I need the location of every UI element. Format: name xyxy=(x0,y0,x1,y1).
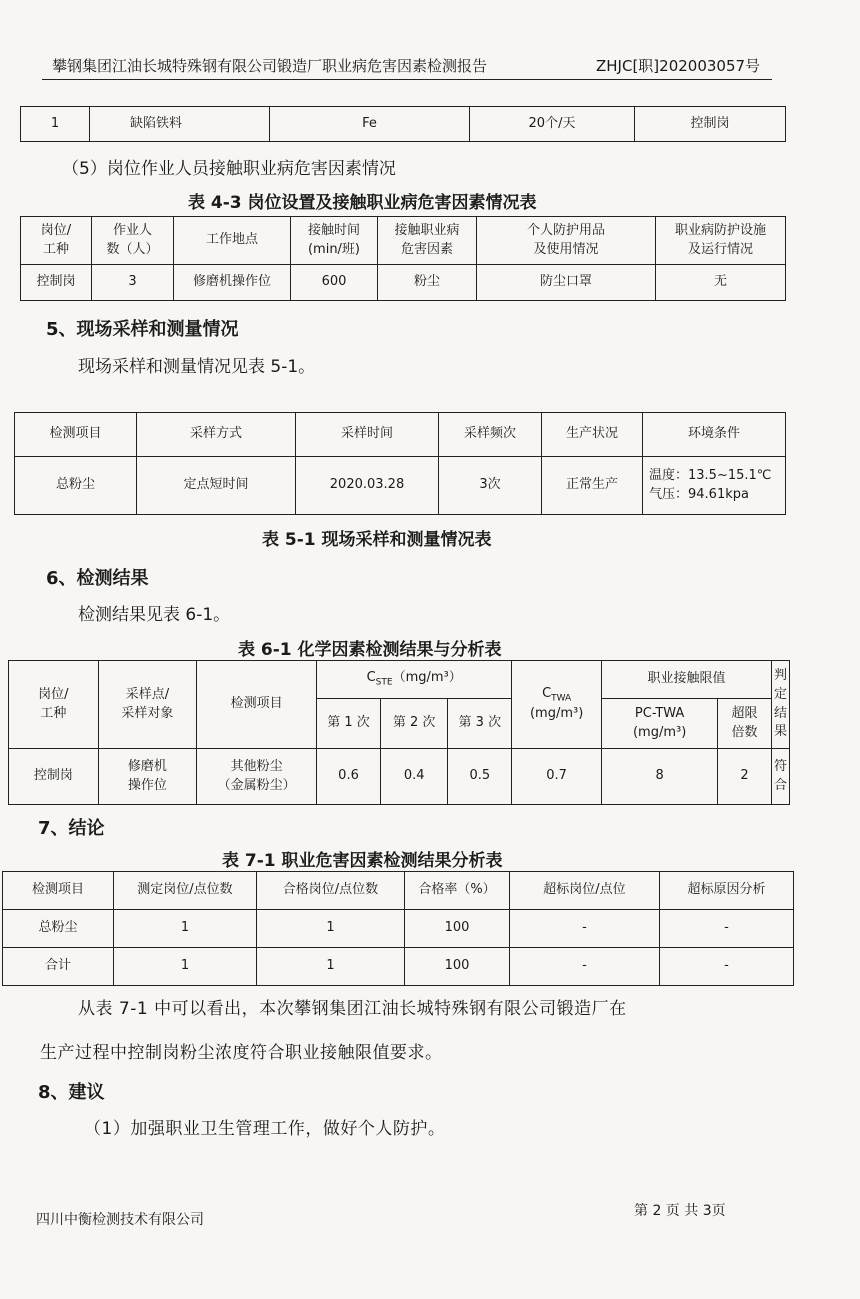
table-header-row xyxy=(21,217,786,265)
table-cell: 定点短时间 xyxy=(137,457,296,515)
table-cell: 8 xyxy=(602,749,718,805)
report-header-title: 攀钢集团江油长城特殊钢有限公司锻造厂职业病危害因素检测报告 xyxy=(52,57,488,75)
table-cell: 合计 xyxy=(3,948,114,986)
ctwa-symbol: C xyxy=(542,685,552,701)
table-row xyxy=(21,107,786,142)
table-header-cell xyxy=(512,661,602,749)
table-cell: 2 xyxy=(718,749,772,805)
table-cell: 1 xyxy=(114,910,257,948)
recommendation-item-1: （1）加强职业卫生管理工作，做好个人防护。 xyxy=(84,1119,446,1139)
table-header-cell: 超限 倍数 xyxy=(718,699,772,749)
table-cell: 粉尘 xyxy=(378,265,477,301)
table-5-1-caption: 表 5-1 现场采样和测量情况表 xyxy=(262,530,492,550)
ctwa-unit: (mg/m³) xyxy=(529,706,584,722)
table-cell: Fe xyxy=(270,107,470,142)
table-header-cell: 判定 结果 xyxy=(771,661,789,749)
conclusion-line-2: 生产过程中控制岗粉尘浓度符合职业接触限值要求。 xyxy=(40,1043,443,1063)
table-header-cell: 工作地点 xyxy=(174,217,291,265)
table-header-row xyxy=(3,872,794,910)
report-number: ZHJC[职]202003057号 xyxy=(596,57,761,75)
section-5-title: 5、现场采样和测量情况 xyxy=(46,319,239,340)
table-4-3-caption: 表 4-3 岗位设置及接触职业病危害因素情况表 xyxy=(188,193,537,213)
env-temperature: 温度：13.5~15.1℃ xyxy=(649,467,772,483)
table-header-cell: 检测项目 xyxy=(3,872,114,910)
table-cell: 控制岗 xyxy=(635,107,786,142)
table-header-cell: 第 2 次 xyxy=(380,699,448,749)
table-header-cell: 作业人 数（人） xyxy=(92,217,174,265)
table-cell: 修磨机操作位 xyxy=(174,265,291,301)
table-top-continuation xyxy=(20,106,786,142)
table-header-cell: 采样方式 xyxy=(137,413,296,457)
table-6-1-caption: 表 6-1 化学因素检测结果与分析表 xyxy=(238,640,502,660)
table-cell: 1 xyxy=(257,910,405,948)
table-header-cell: 个人防护用品 及使用情况 xyxy=(477,217,656,265)
table-cell: 无 xyxy=(656,265,786,301)
footer-company: 四川中衡检测技术有限公司 xyxy=(36,1212,204,1228)
table-row xyxy=(3,948,794,986)
table-row xyxy=(9,749,790,805)
table-header-cell: 职业接触限值 xyxy=(602,661,772,699)
table-header-cell: 职业病防护设施 及运行情况 xyxy=(656,217,786,265)
table-cell: 0.7 xyxy=(512,749,602,805)
table-cell: - xyxy=(660,910,794,948)
table-cell: 0.6 xyxy=(317,749,381,805)
table-header-row xyxy=(9,661,790,699)
table-cell: 控制岗 xyxy=(21,265,92,301)
table-header-cell: 合格岗位/点位数 xyxy=(257,872,405,910)
table-cell: 20个/天 xyxy=(470,107,635,142)
table-header-cell: 超标岗位/点位 xyxy=(510,872,660,910)
table-header-cell: 采样点/ 采样对象 xyxy=(98,661,196,749)
table-cell: 0.4 xyxy=(380,749,448,805)
table-header-cell xyxy=(317,661,512,699)
section-6-text: 检测结果见表 6-1。 xyxy=(78,605,231,625)
table-cell: - xyxy=(660,948,794,986)
table-header-cell: 检测项目 xyxy=(197,661,317,749)
table-cell: 控制岗 xyxy=(9,749,99,805)
table-header-cell: 岗位/ 工种 xyxy=(9,661,99,749)
table-7-1-caption: 表 7-1 职业危害因素检测结果分析表 xyxy=(222,851,503,871)
table-header-cell: 接触职业病 危害因素 xyxy=(378,217,477,265)
table-header-row xyxy=(15,413,786,457)
table-header-cell: 合格率（%） xyxy=(405,872,510,910)
table-cell: 3次 xyxy=(439,457,542,515)
table-7-1 xyxy=(2,871,794,986)
table-cell: 100 xyxy=(405,948,510,986)
table-header-cell: 岗位/ 工种 xyxy=(21,217,92,265)
section-5-text: 现场采样和测量情况见表 5-1。 xyxy=(78,357,316,377)
conclusion-line-1: 从表 7-1 中可以看出，本次攀钢集团江油长城特殊钢有限公司锻造厂在 xyxy=(78,999,627,1019)
table-header-cell: 超标原因分析 xyxy=(660,872,794,910)
table-6-1 xyxy=(8,660,790,805)
table-cell: 3 xyxy=(92,265,174,301)
table-cell: 防尘口罩 xyxy=(477,265,656,301)
table-cell: 符合 xyxy=(771,749,789,805)
table-header-cell: 采样频次 xyxy=(439,413,542,457)
table-cell: 0.5 xyxy=(448,749,512,805)
table-cell: 1 xyxy=(21,107,90,142)
table-cell: 总粉尘 xyxy=(15,457,137,515)
table-header-cell: 第 1 次 xyxy=(317,699,381,749)
table-header-cell: 生产状况 xyxy=(542,413,643,457)
table-cell: 其他粉尘 （金属粉尘） xyxy=(197,749,317,805)
table-cell: - xyxy=(510,910,660,948)
table-row xyxy=(15,457,786,515)
table-cell: 1 xyxy=(114,948,257,986)
section-7-title: 7、结论 xyxy=(38,818,105,839)
table-cell: 修磨机 操作位 xyxy=(98,749,196,805)
table-4-3 xyxy=(20,216,786,301)
footer-page-number: 第 2 页 共 3页 xyxy=(634,1203,726,1219)
table-cell: 100 xyxy=(405,910,510,948)
table-header-cell: PC-TWA (mg/m³) xyxy=(602,699,718,749)
section-6-title: 6、检测结果 xyxy=(46,568,149,589)
header-divider xyxy=(42,79,772,80)
table-cell: 缺陷铁料 xyxy=(90,107,270,142)
cste-subscript: STE xyxy=(375,677,393,688)
table-header-cell: 接触时间 (min/班) xyxy=(291,217,378,265)
table-header-cell: 环境条件 xyxy=(643,413,786,457)
subsection-5-title: （5）岗位作业人员接触职业病危害因素情况 xyxy=(62,159,396,179)
table-row xyxy=(3,910,794,948)
table-header-cell: 第 3 次 xyxy=(448,699,512,749)
ctwa-subscript: TWA xyxy=(551,693,572,704)
table-cell: 正常生产 xyxy=(542,457,643,515)
table-cell: 总粉尘 xyxy=(3,910,114,948)
table-row xyxy=(21,265,786,301)
table-header-cell: 采样时间 xyxy=(296,413,439,457)
cste-unit: （mg/m³） xyxy=(392,670,462,686)
table-cell: 2020.03.28 xyxy=(296,457,439,515)
env-pressure: 气压：94.61kpa xyxy=(649,486,749,502)
section-8-title: 8、建议 xyxy=(38,1082,105,1103)
table-5-1 xyxy=(14,412,786,515)
table-cell: 600 xyxy=(291,265,378,301)
table-cell-env xyxy=(643,457,786,515)
table-header-cell: 测定岗位/点位数 xyxy=(114,872,257,910)
table-header-cell: 检测项目 xyxy=(15,413,137,457)
table-cell: - xyxy=(510,948,660,986)
table-cell: 1 xyxy=(257,948,405,986)
cste-symbol: C xyxy=(366,670,376,686)
